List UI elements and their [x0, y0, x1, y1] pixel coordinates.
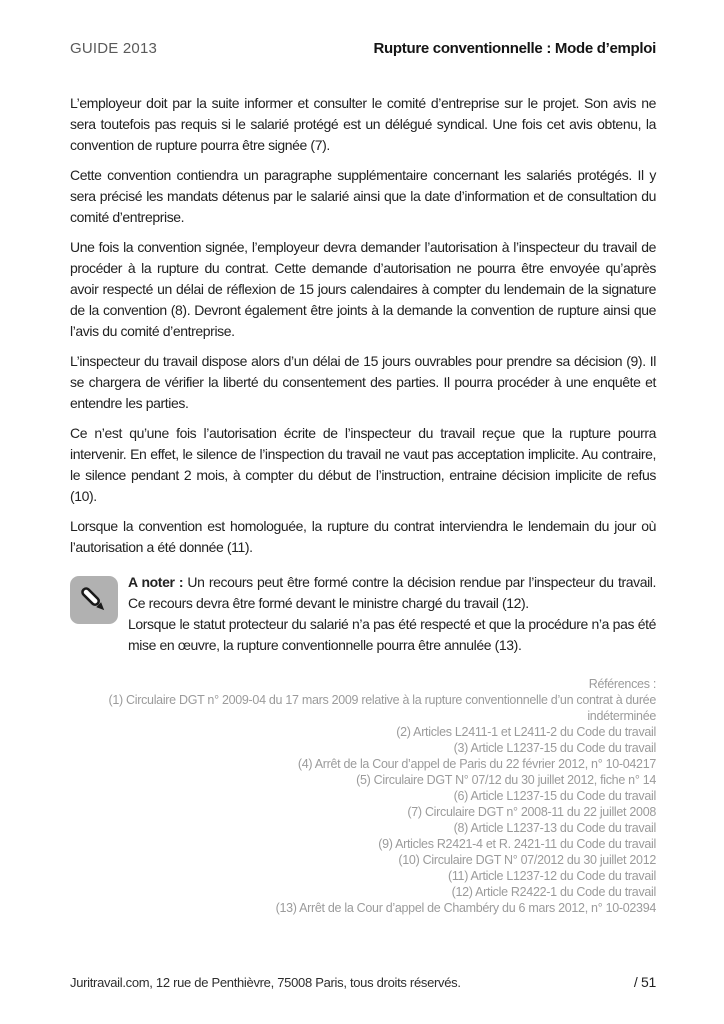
body-paragraph: L’inspecteur du travail dispose alors d’un délai de 15 jours ouvrables pour prendre sa décision (9). Il se chargera de vérifier la liberté du consentement des parties. Il pourra procéder à une enquête et entendre les parties. — [70, 353, 656, 411]
page-number: / 51 — [633, 974, 656, 990]
references-section — [70, 676, 656, 916]
note-text — [128, 572, 656, 656]
references-list — [70, 692, 656, 916]
guide-label: GUIDE 2013 — [70, 40, 158, 57]
reference-item: (2) Articles L2411-1 et L2411-2 du Code du travail — [396, 725, 656, 739]
footer-address: Juritravail.com, 12 rue de Penthièvre, 75008 Paris, tous droits réservés. — [70, 975, 461, 990]
reference-item: (3) Article L1237-15 du Code du travail — [453, 741, 656, 755]
reference-item: (10) Circulaire DGT N° 07/2012 du 30 juillet 2012 — [398, 853, 656, 867]
reference-item: (11) Article L1237-12 du Code du travail — [447, 869, 656, 883]
reference-item: (8) Article L1237-13 du Code du travail — [453, 821, 656, 835]
body-paragraphs — [70, 93, 656, 558]
references-title: Références : — [588, 677, 656, 691]
document-content — [70, 93, 656, 916]
note-label: A noter : — [128, 574, 184, 590]
note-paragraph-2: Lorsque le statut protecteur du salarié n’a pas été respecté et que la procédure n’a pas été mise en œuvre, la rupture conventionnelle pourra être annulée (13). — [128, 616, 656, 653]
reference-item: (13) Arrêt de la Cour d’appel de Chambéry du 6 mars 2012, n° 10-02394 — [275, 901, 656, 915]
pencil-icon — [70, 576, 118, 624]
body-paragraph: L’employeur doit par la suite informer et consulter le comité d’entreprise sur le projet. Son avis ne sera toutefois pas requis si le salarié protégé est un délégué syndical. Une fois cet avis obtenu, la convention de rupture pourra être signée (7). — [70, 95, 656, 153]
note-box — [70, 572, 656, 656]
reference-item: (6) Article L1237-15 du Code du travail — [453, 789, 656, 803]
reference-item: (1) Circulaire DGT n° 2009-04 du 17 mars 2009 relative à la rupture conventionnelle d’un contrat à durée indéterminée — [108, 693, 656, 723]
reference-item: (4) Arrêt de la Cour d’appel de Paris du 22 février 2012, n° 10-04217 — [297, 757, 656, 771]
note-paragraph-1: A noter : Un recours peut être formé contre la décision rendue par l’inspecteur du travail. Ce recours devra être formé devant le ministre chargé du travail (12). — [128, 574, 656, 611]
body-paragraph: Ce n’est qu’une fois l’autorisation écrite de l’inspecteur du travail reçue que la rupture pourra intervenir. En effet, le silence de l’inspection du travail ne vaut pas acceptation implicite. Au contraire, le silence pendant 2 mois, à compter du début de l’instruction, entraine décision implicite de refus (10). — [70, 425, 656, 504]
document-title: Rupture conventionnelle : Mode d’emploi — [373, 40, 656, 57]
reference-item: (5) Circulaire DGT N° 07/12 du 30 juillet 2012, fiche n° 14 — [356, 773, 656, 787]
reference-item: (7) Circulaire DGT n° 2008-11 du 22 juillet 2008 — [407, 805, 656, 819]
reference-item: (12) Article R2422-1 du Code du travail — [451, 885, 656, 899]
page-header — [70, 40, 656, 57]
body-paragraph: Cette convention contiendra un paragraphe supplémentaire concernant les salariés protégés. Il y sera précisé les mandats détenus par le salarié ainsi que la date d’information et de consultation du comité d’entreprise. — [70, 167, 656, 225]
body-paragraph: Une fois la convention signée, l’employeur devra demander l’autorisation à l’inspecteur du travail de procéder à la rupture du contrat. Cette demande d’autorisation ne pourra être envoyée qu’après avoir respecté un délai de réflexion de 15 jours calendaires à compter du lendemain de la signature de la convention (8). Devront également être joints à la demande la convention de rupture ainsi que l’avis du comité d’entreprise. — [70, 239, 656, 339]
body-paragraph: Lorsque la convention est homologuée, la rupture du contrat interviendra le lendemain du jour où l’autorisation a été donnée (11). — [70, 518, 656, 555]
page-footer — [70, 974, 656, 990]
reference-item: (9) Articles R2421-4 et R. 2421-11 du Code du travail — [378, 837, 656, 851]
